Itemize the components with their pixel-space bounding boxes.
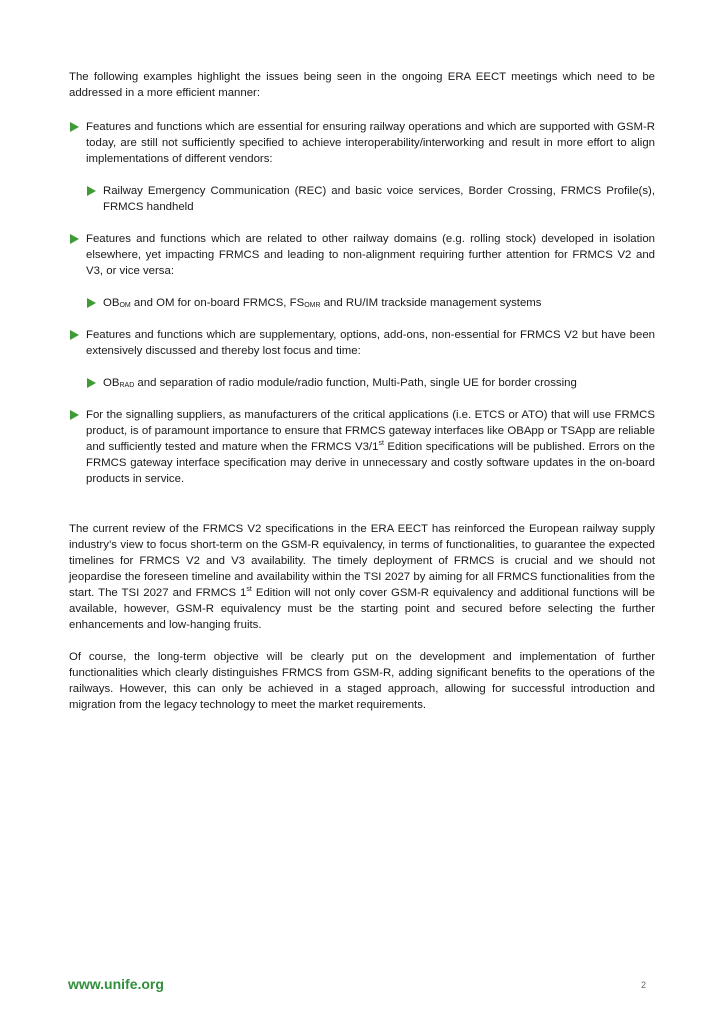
bullet-text xyxy=(103,375,655,391)
long-term-paragraph: Of course, the long-term objective will be clearly put on the development and implementation of further functionalities which clearly distinguishes FRMCS from GSM-R, adding significant benefits to the operations of the railways. However, this can only be achieved in a staged approach, allowing for successful introduction and migration from the legacy technology to meet the market requirements. xyxy=(69,651,655,711)
page-number: 2 xyxy=(641,980,647,990)
arrow-bullet-icon xyxy=(70,234,79,244)
document-body xyxy=(69,69,655,729)
bullet-signalling-suppliers xyxy=(69,407,655,487)
website-link[interactable]: www.unife.org xyxy=(68,976,164,992)
bullet-supplementary xyxy=(69,327,655,359)
bullet-text: Features and functions which are essential for ensuring railway operations and which are supported with GSM-R today, are still not sufficiently specified to achieve interoperability/interworking and result in more effort to align implementations of different vendors: xyxy=(86,121,655,165)
paragraph-text-part: The current review of the FRMCS V2 specifications in the ERA EECT has reinforced the European railway supply industry’s view to focus short-term on the GSM-R equivalency, in terms of functionalities, to guarantee the expected timelines for FRMCS V2 and V3 availability. The timely deployment of FRMCS is crucial and we should not jeopardise the foreseen timeline and availability within the TSI 2027 by aiming for all FRMCS functionalities from the start. The TSI 2027 and FRMCS 1 xyxy=(69,523,655,599)
subscript: OMR xyxy=(304,302,321,309)
bullet-text-part: Edition specifications will be published. Errors on the FRMCS gateway interface specification may derive in unnecessary and costly software updates in the on-board products in service. xyxy=(86,441,655,485)
review-paragraph xyxy=(69,521,655,633)
arrow-bullet-icon xyxy=(70,330,79,340)
bullet-text: Features and functions which are supplementary, options, add-ons, non-essential for FRMCS V2 but have been extensively discussed and thereby lost focus and time: xyxy=(86,329,655,357)
paragraph-text-part: Edition will not only cover GSM-R equivalency and additional functions will be available, however, GSM-R equivalency must be the starting point and secured before selecting the further enhancements and low-hanging fruits. xyxy=(69,587,655,631)
bullet-text: Railway Emergency Communication (REC) and basic voice services, Border Crossing, FRMCS Profile(s), FRMCS handheld xyxy=(103,185,655,213)
arrow-bullet-icon xyxy=(70,410,79,420)
bullet-other-domains xyxy=(69,231,655,279)
bullet-text-part: OB xyxy=(103,377,120,389)
bullet-text xyxy=(103,295,655,311)
subscript: RAD xyxy=(119,382,135,389)
subscript: OM xyxy=(119,302,131,309)
bullet-text-part: OB xyxy=(103,297,120,309)
sub-bullet-obrad xyxy=(86,375,655,391)
intro-paragraph: The following examples highlight the issues being seen in the ongoing ERA EECT meetings which need to be addressed in a more efficient manner: xyxy=(69,71,655,99)
sub-bullet-obom xyxy=(86,295,655,311)
arrow-bullet-icon xyxy=(87,298,96,308)
superscript: st xyxy=(246,586,252,593)
arrow-bullet-icon xyxy=(87,378,96,388)
bullet-text-part: and RU/IM trackside management systems xyxy=(320,297,542,309)
bullet-essential-features xyxy=(69,119,655,167)
bullet-text-part: and separation of radio module/radio function, Multi-Path, single UE for border crossing xyxy=(134,377,577,389)
bullet-text xyxy=(86,407,655,487)
sub-bullet-rec xyxy=(86,183,655,215)
superscript: st xyxy=(378,440,384,447)
bullet-text-part: For the signalling suppliers, as manufacturers of the critical applications (i.e. ETCS or ATO) that will use FRMCS product, is of paramount importance to ensure that FRMCS gateway interfaces like OBApp or TSApp are reliable and sufficiently tested and mature when the FRMCS V3/1 xyxy=(86,409,655,453)
bullet-text: Features and functions which are related to other railway domains (e.g. rolling stock) developed in isolation elsewhere, yet impacting FRMCS and leading to non-alignment requiring further attention for FRMCS V2 and V3, or vice versa: xyxy=(86,233,655,277)
arrow-bullet-icon xyxy=(87,186,96,196)
arrow-bullet-icon xyxy=(70,122,79,132)
bullet-text-part: and OM for on-board FRMCS, FS xyxy=(130,297,305,309)
